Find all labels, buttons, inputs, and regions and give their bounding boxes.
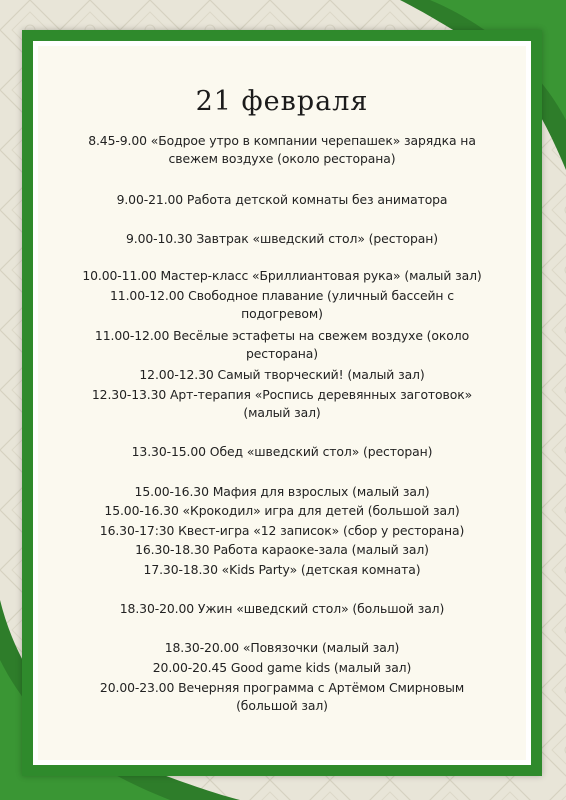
schedule-line: свежем воздухе (около ресторана) (168, 151, 396, 166)
schedule-line: 9.00-21.00 Работа детской комнаты без аниматора (116, 192, 448, 207)
schedule-line: 20.00-20.45 Good game kids (малый зал) (152, 660, 412, 675)
schedule-line: 12.00-12.30 Самый творческий! (малый зал) (139, 367, 425, 382)
schedule-line: 11.00-12.00 Весёлые эстафеты на свежем воздухе (около (94, 328, 470, 343)
schedule-line: 11.00-12.00 Свободное плавание (уличный бассейн с (110, 288, 454, 303)
schedule-line: ресторана) (245, 346, 319, 361)
schedule-line: 12.30-13.30 Арт-терапия «Роспись деревянных заготовок» (91, 387, 473, 402)
schedule-line: 15.00-16.30 Мафия для взрослых (малый зал) (134, 484, 430, 499)
schedule-line: (большой зал) (236, 698, 328, 713)
schedule-line: 10.00-11.00 Мастер-класс «Бриллиантовая рука» (малый зал) (82, 268, 482, 283)
schedule-line: 15.00-16.30 «Крокодил» игра для детей (большой зал) (104, 503, 460, 518)
schedule-line: (малый зал) (243, 405, 321, 420)
schedule-line: 13.30-15.00 Обед «шведский стол» (ресторан) (131, 444, 433, 459)
schedule-line: подогревом) (241, 306, 323, 321)
schedule-line: 16.30-17:30 Квест-игра «12 записок» (сбор у ресторана) (99, 523, 465, 538)
schedule-line: 8.45-9.00 «Бодрое утро в компании черепашек» зарядка на (88, 133, 476, 148)
schedule-line: 18.30-20.00 Ужин «шведский стол» (большой зал) (119, 601, 445, 616)
schedule-line: 16.30-18.30 Работа караоке-зала (малый зал) (135, 542, 429, 557)
schedule-content (38, 46, 526, 760)
schedule-line: 9.00-10.30 Завтрак «шведский стол» (ресторан) (125, 231, 439, 246)
schedule-line: 18.30-20.00 «Повязочки (малый зал) (164, 640, 400, 655)
schedule-line: 20.00-23.00 Вечерняя программа с Артёмом Смирновым (99, 680, 465, 695)
page-title: 21 февраля (195, 86, 369, 117)
schedule-line: 17.30-18.30 «Kids Party» (детская комната) (143, 562, 421, 577)
